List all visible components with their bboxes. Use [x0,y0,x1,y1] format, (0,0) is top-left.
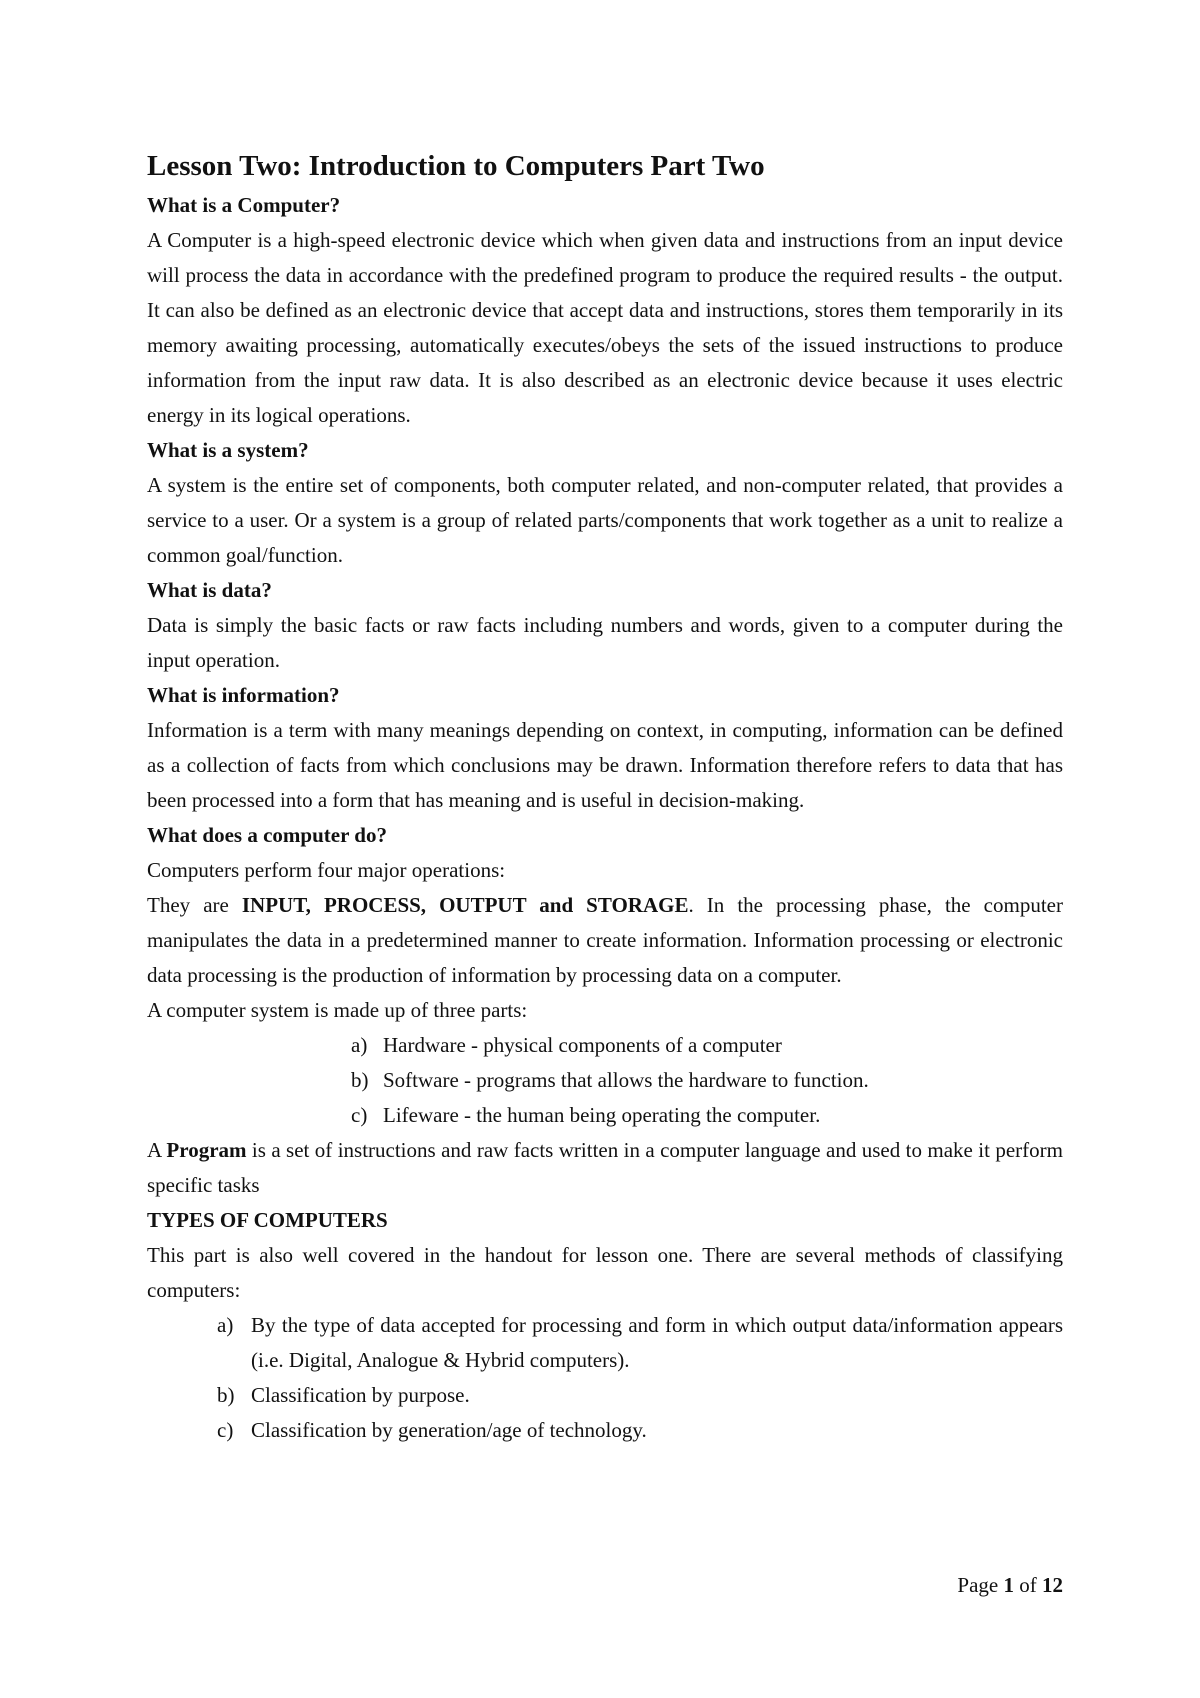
paragraph-parts-intro: A computer system is made up of three parts: [147,998,528,1022]
computer-parts-list [147,1028,1063,1133]
list-item [351,1063,1063,1098]
page-number-footer [957,1568,1063,1603]
paragraph-data: Data is simply the basic facts or raw facts including numbers and words, given to a computer during the input operation. [147,613,1063,672]
paragraph-types: This part is also well covered in the handout for lesson one. There are several methods of classifying computers: [147,1243,1063,1302]
program-term: Program [166,1138,247,1162]
operations-list: INPUT, PROCESS, OUTPUT and STORAGE [241,893,689,917]
list-item-text: Software - programs that allows the hardware to function. [383,1068,869,1092]
list-marker: b) [351,1068,369,1092]
operations-rest: . In the processing phase, the computer manipulates the data in a predetermined manner to create information. Information processing or electronic data processing is the production of information by processing data on a computer. [147,893,1063,987]
heading-what-is-system: What is a system? [147,438,309,462]
paragraph-information: Information is a term with many meanings depending on context, in computing, information can be defined as a collection of facts from which conclusions may be drawn. Information therefore refers to data that has been processed into a form that has meaning and is useful in decision-making. [147,718,1063,812]
list-marker: c) [351,1103,368,1127]
list-item [217,1413,1063,1448]
heading-what-does-computer-do: What does a computer do? [147,823,387,847]
list-item [217,1378,1063,1413]
paragraph-program [147,1133,1063,1203]
list-item-text: Classification by purpose. [251,1383,470,1407]
list-marker: a) [217,1313,234,1337]
page-word: Page [957,1573,1004,1597]
page-title: Lesson Two: Introduction to Computers Part Two [147,150,765,182]
list-marker: c) [217,1418,234,1442]
paragraph-operations-intro: Computers perform four major operations: [147,858,506,882]
program-lead: A [147,1138,167,1162]
list-item-text: Hardware - physical components of a computer [383,1033,782,1057]
paragraph-computer: A Computer is a high-speed electronic device which when given data and instructions from an input device will process the data in accordance with the predefined program to produce the required results - the output. It can also be defined as an electronic device that accept data and instructions, stores them temporarily in its memory awaiting processing, automatically executes/obeys the sets of the issued instructions to produce information from the input raw data. It is also described as an electronic device because it uses electric energy in its logical operations. [147,228,1063,427]
list-item-text: Lifeware - the human being operating the computer. [383,1103,821,1127]
program-rest: is a set of instructions and raw facts written in a computer language and used to make it perform specific tasks [147,1138,1063,1197]
list-marker: b) [217,1383,235,1407]
list-marker: a) [351,1033,368,1057]
list-item-text: By the type of data accepted for processing and form in which output data/information appears (i.e. Digital, Analogue & Hybrid computers). [251,1313,1063,1372]
paragraph-system: A system is the entire set of components, both computer related, and non-computer related, that provides a service to a user. Or a system is a group of related parts/components that work together as a unit to realize a common goal/function. [147,473,1063,567]
heading-what-is-data: What is data? [147,578,272,602]
paragraph-operations [147,888,1063,993]
heading-what-is-computer: What is a Computer? [147,193,341,217]
total-page-count: 12 [1042,1573,1063,1597]
heading-what-is-information: What is information? [147,683,340,707]
heading-types-of-computers: TYPES OF COMPUTERS [147,1208,388,1232]
operations-lead: They are [147,893,242,917]
list-item-text: Classification by generation/age of technology. [251,1418,647,1442]
current-page-number: 1 [1003,1573,1014,1597]
classification-methods-list [147,1308,1063,1448]
of-word: of [1014,1573,1042,1597]
list-item [217,1308,1063,1378]
list-item [351,1028,1063,1063]
document-page [147,148,1063,1448]
list-item [351,1098,1063,1133]
